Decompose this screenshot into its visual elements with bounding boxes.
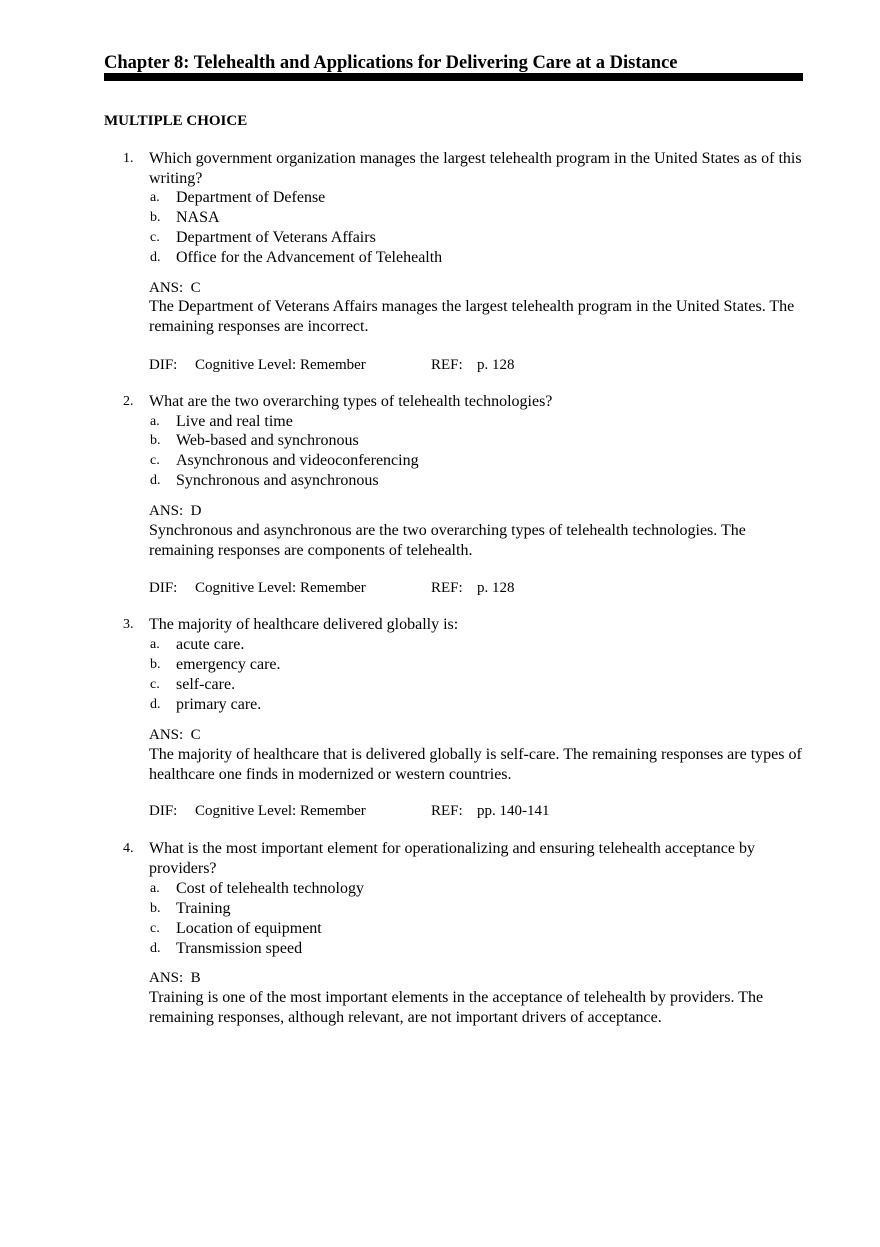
answer-key: ANS: D (149, 503, 202, 519)
option-letter: a. (150, 414, 160, 429)
option-text: self-care. (176, 676, 236, 693)
option-text: Department of Defense (176, 189, 326, 206)
dif-label: DIF: (149, 580, 178, 596)
question-number: 1. (123, 151, 134, 166)
option-letter: c. (150, 921, 160, 936)
option-text: Location of equipment (176, 920, 322, 937)
option-letter: a. (150, 637, 160, 652)
question-stem: The majority of healthcare delivered globally is: (149, 616, 459, 633)
chapter-title: Chapter 8: Telehealth and Applications for Delivering Care at a Distance (104, 53, 678, 73)
question-number: 3. (123, 617, 134, 632)
option-text: primary care. (176, 696, 262, 713)
ref-value: pp. 140-141 (477, 803, 550, 819)
option-letter: d. (150, 473, 161, 488)
option-letter: a. (150, 190, 160, 205)
option-text: Live and real time (176, 413, 293, 430)
ref-value: p. 128 (477, 580, 515, 596)
dif-value: Cognitive Level: Remember (195, 580, 366, 596)
option-letter: d. (150, 941, 161, 956)
dif-label: DIF: (149, 803, 178, 819)
question-stem: Which government organization manages the largest telehealth program in the United States as of this writing? (149, 150, 802, 187)
question-stem: What are the two overarching types of telehealth technologies? (149, 393, 553, 410)
question-meta (149, 578, 749, 598)
option-letter: b. (150, 657, 161, 672)
ref-value: p. 128 (477, 357, 515, 373)
option-letter: b. (150, 210, 161, 225)
option-letter: a. (150, 881, 160, 896)
rationale: The majority of healthcare that is delivered globally is self-care. The remaining responses are types of healthcare one finds in modernized or western countries. (149, 746, 802, 783)
dif-value: Cognitive Level: Remember (195, 803, 366, 819)
option-text: Transmission speed (176, 940, 303, 957)
question-stem: What is the most important element for operationalizing and ensuring telehealth acceptance by providers? (149, 840, 755, 877)
dif-label: DIF: (149, 357, 178, 373)
option-text: NASA (176, 209, 220, 226)
option-letter: b. (150, 433, 161, 448)
question-meta (149, 801, 749, 821)
option-text: Web-based and synchronous (176, 432, 359, 449)
ref-label: REF: (431, 803, 463, 819)
answer-key: ANS: C (149, 727, 201, 743)
option-text: Asynchronous and videoconferencing (176, 452, 419, 469)
option-letter: d. (150, 250, 161, 265)
option-text: Synchronous and asynchronous (176, 472, 379, 489)
option-text: Cost of telehealth technology (176, 880, 364, 897)
option-letter: c. (150, 453, 160, 468)
option-text: Training (176, 900, 231, 917)
ref-label: REF: (431, 580, 463, 596)
answer-key: ANS: C (149, 280, 201, 296)
option-letter: b. (150, 901, 161, 916)
option-letter: c. (150, 230, 160, 245)
ref-label: REF: (431, 357, 463, 373)
rationale: The Department of Veterans Affairs manages the largest telehealth program in the United States. The remaining responses are incorrect. (149, 298, 795, 335)
rationale: Synchronous and asynchronous are the two overarching types of telehealth technologies. The remaining responses are components of telehealth. (149, 522, 746, 559)
section-heading: MULTIPLE CHOICE (104, 113, 248, 129)
question-meta (149, 355, 749, 375)
title-rule (104, 73, 803, 81)
option-text: acute care. (176, 636, 245, 653)
question-number: 2. (123, 394, 134, 409)
dif-value: Cognitive Level: Remember (195, 357, 366, 373)
answer-key: ANS: B (149, 970, 201, 986)
option-letter: c. (150, 677, 160, 692)
option-text: Office for the Advancement of Telehealth (176, 249, 443, 266)
option-text: Department of Veterans Affairs (176, 229, 376, 246)
option-letter: d. (150, 697, 161, 712)
option-text: emergency care. (176, 656, 281, 673)
question-number: 4. (123, 841, 134, 856)
rationale: Training is one of the most important elements in the acceptance of telehealth by providers. The remaining responses, although relevant, are not important drivers of acceptance. (149, 989, 764, 1026)
